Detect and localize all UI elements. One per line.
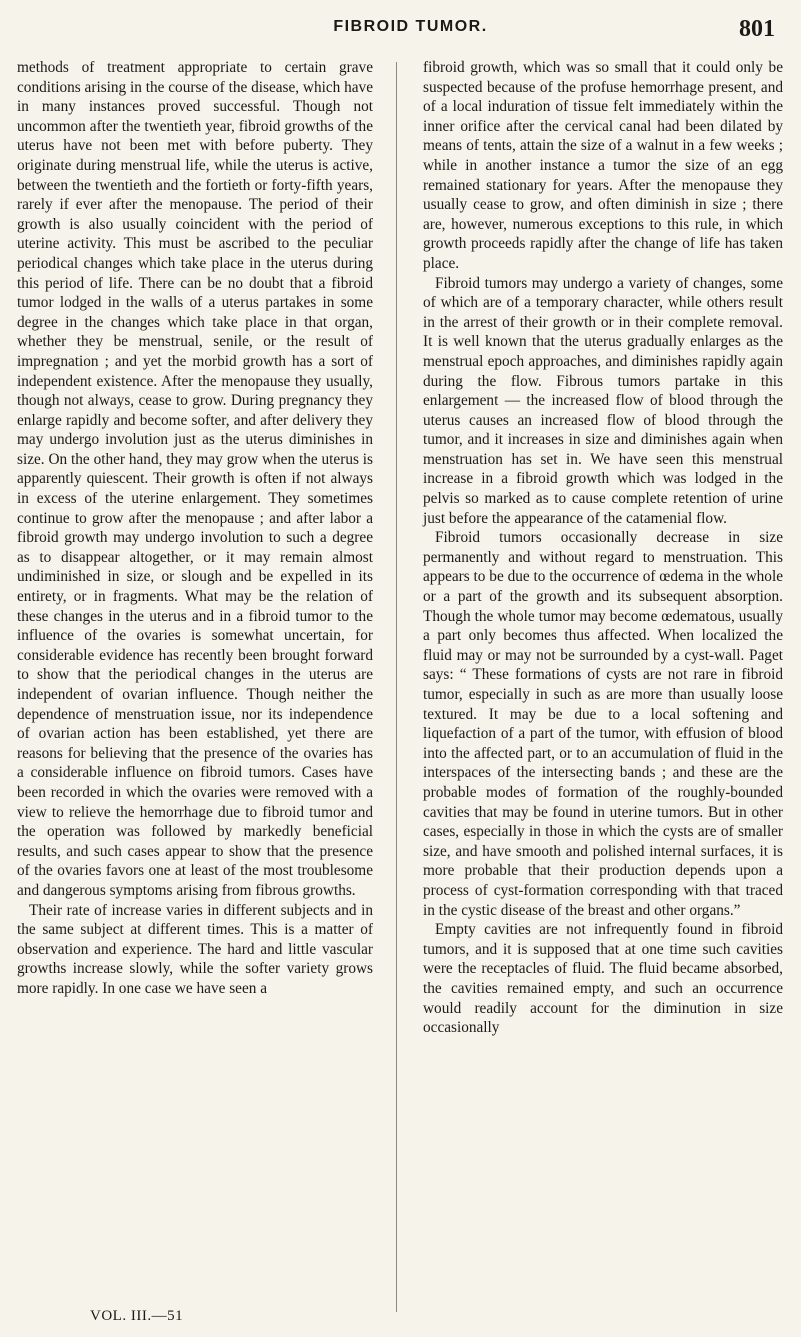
running-title: FIBROID TUMOR. <box>333 18 488 35</box>
left-column <box>17 58 373 999</box>
signature-mark: VOL. III.—51 <box>90 1308 184 1324</box>
paragraph: Fibroid tumors occasionally decrease in size permanently and without regard to menstruation. This appears to be due to the occurrence of œdema in the whole or a part of the growth and its subsequent absorption. Though the whole tumor may become œdematous, usually a part only becomes thus affected. When localized the fluid may or may not be surrounded by a cyst-wall. Paget says: “ These formations of cysts are not rare in fibroid tumor, especially in such as are more than usually loose textured. It may be due to a local softening and liquefaction of a part of the tumor, with effusion of blood into the affected part, or to an accumulation of fluid in the interspaces of the intersecting bands ; and these are the probable modes of formation of the roughly-bounded cavities that may be found in uterine tumors. But in other cases, especially in those in which the cysts are of smaller size, and have smooth and polished internal surfaces, it is more probable that their production depends upon a process of cyst-formation corresponding with that traced in the cystic disease of the breast and other organs.” <box>423 529 783 919</box>
page-number: 801 <box>739 16 775 42</box>
column-divider <box>396 62 397 1312</box>
page-header <box>40 16 781 42</box>
paragraph: methods of treatment appropriate to certain grave conditions arising in the course of the disease, which have in many instances proved successful. Though not uncommon after the twentieth year, fibroid growths of the uterus have not been met with before puberty. They originate during menstrual life, while the uterus is active, between the twentieth and the fortieth or forty-fifth years, rarely if ever after the menopause. The period of their growth is also usually coincident with the period of uterine activity. This must be ascribed to the peculiar periodical changes which take place in the uterus during this period of life. There can be no doubt that a fibroid tumor lodged in the walls of a uterus partakes in some degree in the changes which take place in that organ, whether they be menstrual, senile, or the result of impregnation ; and yet the morbid growth has a sort of independent existence. After the menopause they usually, though not always, cease to grow. During pregnancy they enlarge rapidly and become softer, and after delivery they may undergo involution just as the uterus diminishes in size. On the other hand, they may grow when the uterus is apparently quiescent. Their growth is often if not always in excess of the uterine enlargement. They sometimes continue to grow after the menopause ; and after labor a fibroid growth may undergo involution to such a degree as to disappear altogether, or it may remain almost undiminished in size, or slough and be expelled in its entirety, or in fragments. What may be the relation of these changes in the uterus and in a fibroid tumor to the influence of the ovaries is somewhat uncertain, for considerable evidence has recently been brought forward to show that the periodical changes in the uterus are independent of ovarian influence. Though neither the dependence of menstruation issue, nor its independence of ovarian action has been established, yet there are reasons for believing that the presence of the ovaries has a considerable influence on fibroid tumors. Cases have been recorded in which the ovaries were removed with a view to relieve the hemorrhage due to fibroid tumor and the operation was followed by markedly beneficial results, and such cases appear to show that the presence of the ovaries favors one at least of the most troublesome and dangerous symptoms arising from fibrous growths. <box>17 59 373 899</box>
paragraph: Fibroid tumors may undergo a variety of changes, some of which are of a temporary character, while others result in the arrest of their growth or in their complete removal. It is well known that the uterus gradually enlarges as the menstrual epoch approaches, and diminishes rapidly again during the flow. Fibrous tumors partake in this enlargement — the increased flow of blood through the uterus causes an increased flow of blood through the tumor, and it increases in size and diminishes again when menstruation has set in. We have seen this menstrual increase in a fibroid growth which was lodged in the pelvis so marked as to cause complete retention of urine just before the appearance of the catamenial flow. <box>423 274 783 527</box>
paragraph: Their rate of increase varies in different subjects and in the same subject at different times. This is a matter of observation and experience. The hard and little vascular growths increase slowly, while the softer variety grows more rapidly. In one case we have seen a <box>17 901 373 997</box>
paragraph: Empty cavities are not infrequently found in fibroid tumors, and it is supposed that at one time such cavities were the receptacles of fluid. The fluid became absorbed, the cavities remained empty, and such an occurrence would readily account for the diminution in size occasionally <box>423 921 783 1037</box>
paragraph: fibroid growth, which was so small that it could only be suspected because of the profuse hemorrhage present, and of a local induration of tissue felt immediately within the inner orifice after the cervical canal had been dilated by means of tents, attain the size of a walnut in a few weeks ; while in another instance a tumor the size of an egg remained stationary for years. After the menopause they usually cease to grow, and often diminish in size ; there are, however, numerous exceptions to this rule, in which growth proceeds rapidly after the change of life has taken place. <box>423 59 783 272</box>
right-column <box>423 58 783 1038</box>
